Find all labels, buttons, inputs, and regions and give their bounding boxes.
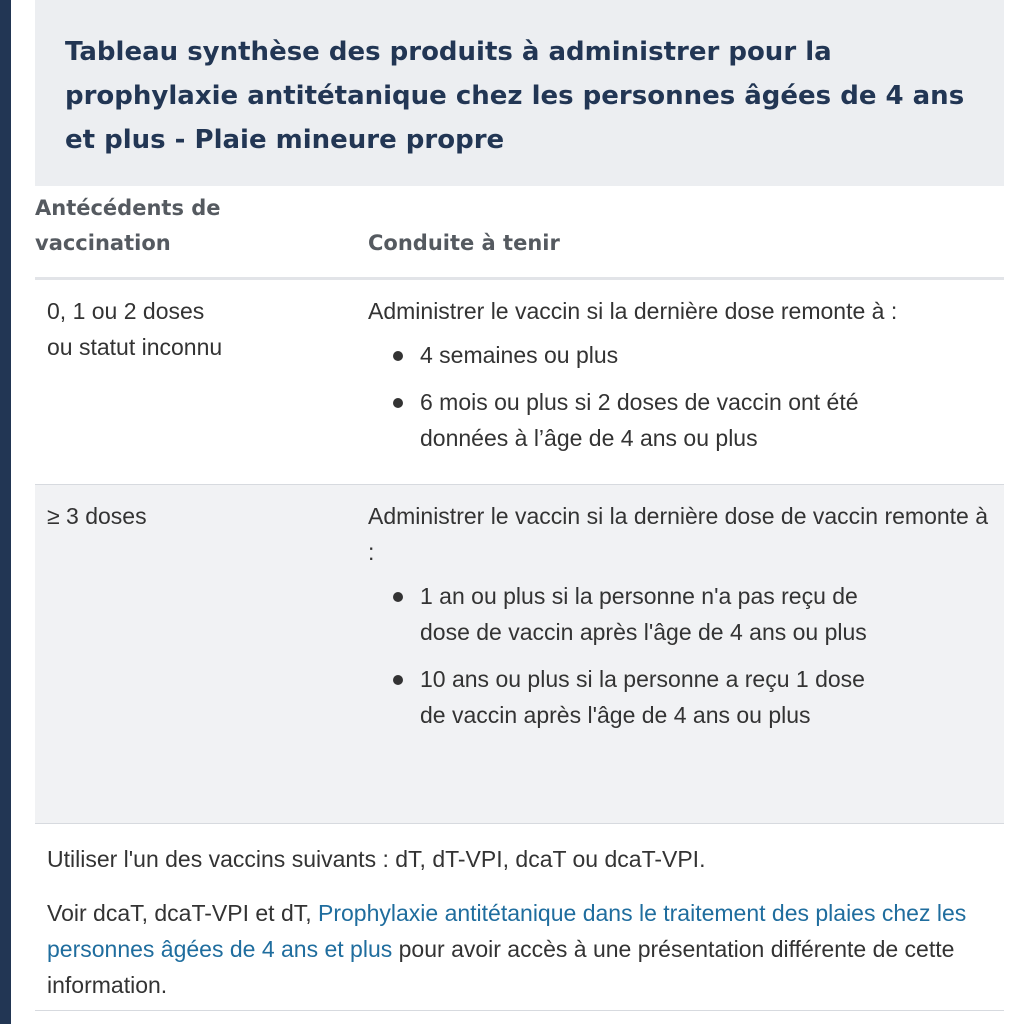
procedure-list <box>368 337 998 456</box>
summary-table <box>35 0 1004 1011</box>
procedure-intro: Administrer le vaccin si la dernière dose remonte à : <box>368 298 898 324</box>
procedure-list <box>368 578 998 733</box>
procedure-intro: Administrer le vaccin si la dernière dose de vaccin remonte à : <box>368 503 989 565</box>
table-footer <box>35 824 1004 1011</box>
header-vaccination-history: Antécédents de vaccination <box>35 196 221 255</box>
see-also-note: Voir dcaT, dcaT-VPI et dT, Prophylaxie antitétanique dans le traitement des plaies chez les personnes âgées de 4 ans et plus pour avoir accès à une présentation différente de cette information. <box>47 900 967 998</box>
table-title: Tableau synthèse des produits à administrer pour la prophylaxie antitétanique chez les personnes âgées de 4 ans et plus - Plaie mineure propre <box>65 37 965 155</box>
bullet-icon <box>393 398 403 408</box>
vaccination-history-cell: ≥ 3 doses <box>47 503 147 529</box>
procedure-cell <box>368 293 998 467</box>
vaccination-history-cell: 0, 1 ou 2 doses ou statut inconnu <box>47 298 223 360</box>
list-item: 6 mois ou plus si 2 doses de vaccin ont été données à l’âge de 4 ans ou plus <box>368 384 890 456</box>
table-row <box>35 280 1004 485</box>
bullet-icon <box>393 351 403 361</box>
list-item: 10 ans ou plus si la personne a reçu 1 dose de vaccin après l'âge de 4 ans ou plus <box>368 661 890 733</box>
list-item: 4 semaines ou plus <box>368 337 890 373</box>
procedure-cell <box>368 498 998 744</box>
vaccines-note: Utiliser l'un des vaccins suivants : dT, dT-VPI, dcaT ou dcaT-VPI. <box>47 846 706 872</box>
bullet-icon <box>393 592 403 602</box>
list-item: 1 an ou plus si la personne n'a pas reçu de dose de vaccin après l'âge de 4 ans ou plus <box>368 578 890 650</box>
table-header <box>35 186 1004 280</box>
table-caption <box>35 0 1004 186</box>
bullet-icon <box>393 675 403 685</box>
prophylaxis-link[interactable]: Prophylaxie antitétanique dans le traitement des plaies chez les personnes âgées de 4 ans et plus <box>47 900 967 962</box>
left-accent-bar <box>0 0 11 1024</box>
table-row <box>35 485 1004 824</box>
header-procedure: Conduite à tenir <box>368 231 560 255</box>
